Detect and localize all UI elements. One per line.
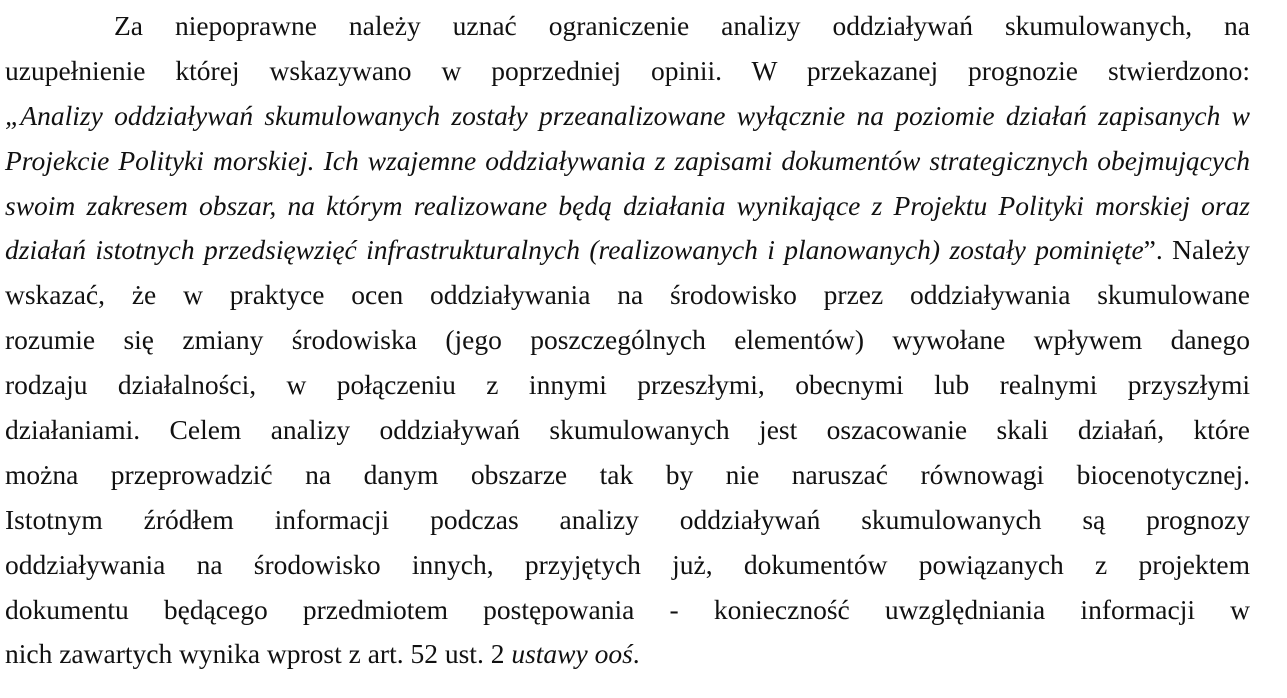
text-segment: . (632, 638, 640, 670)
text-line (5, 94, 1250, 139)
text-segment: działaniami. Celem analizy oddziaływań skumulowanych jest oszacowanie skali działań, które (5, 414, 1250, 446)
text-segment: rodzaju działalności, w połączeniu z innymi przeszłymi, obecnymi lub realnymi przyszłymi (5, 369, 1250, 401)
italic-text-segment: ustawy ooś (511, 638, 633, 670)
text-line (5, 453, 1250, 498)
text-segment: ”. Należy (1143, 234, 1250, 266)
document-page (5, 4, 1250, 677)
text-line (5, 408, 1250, 453)
text-line (5, 49, 1250, 94)
text-line (5, 318, 1250, 363)
text-line (5, 632, 1250, 677)
text-segment: oddziaływania na środowisko innych, przyjętych już, dokumentów powiązanych z projektem (5, 548, 1250, 580)
text-line (5, 498, 1250, 543)
italic-text-segment: działań istotnych przedsięwzięć infrastrukturalnych (realizowanych i planowanych) zostały pominięte (5, 234, 1144, 266)
text-line (5, 273, 1250, 318)
italic-text-segment: swoim zakresem obszar, na którym realizowane będą działania wynikające z Projektu Polityki morskiej oraz (5, 189, 1250, 221)
text-line (5, 4, 1250, 49)
text-line (5, 543, 1250, 588)
italic-text-segment: „Analizy oddziaływań skumulowanych zostały przeanalizowane wyłącznie na poziomie działań zapisanych w (5, 99, 1250, 131)
italic-text-segment: Projekcie Polityki morskiej. Ich wzajemne oddziaływania z zapisami dokumentów strategicznych obejmujących (5, 144, 1250, 176)
text-segment: uzupełnienie której wskazywano w poprzedniej opinii. W przekazanej prognozie stwierdzono: (5, 54, 1250, 86)
text-segment: dokumentu będącego przedmiotem postępowania - konieczność uwzględniania informacji w (5, 593, 1250, 625)
text-segment: Istotnym źródłem informacji podczas analizy oddziaływań skumulowanych są prognozy (5, 503, 1250, 535)
text-line (5, 363, 1250, 408)
text-segment: nich zawartych wynika wprost z art. 52 ust. 2 (5, 638, 512, 670)
text-line (5, 588, 1250, 633)
text-segment: wskazać, że w praktyce ocen oddziaływania na środowisko przez oddziaływania skumulowane (5, 279, 1250, 311)
text-segment: można przeprowadzić na danym obszarze tak by nie naruszać równowagi biocenotycznej. (5, 458, 1250, 490)
paragraph-body (5, 4, 1250, 677)
text-line (5, 184, 1250, 229)
text-segment: rozumie się zmiany środowiska (jego poszczególnych elementów) wywołane wpływem danego (5, 324, 1250, 356)
text-line (5, 139, 1250, 184)
text-line (5, 228, 1250, 273)
text-segment: Za niepoprawne należy uznać ograniczenie analizy oddziaływań skumulowanych, na (114, 10, 1250, 41)
